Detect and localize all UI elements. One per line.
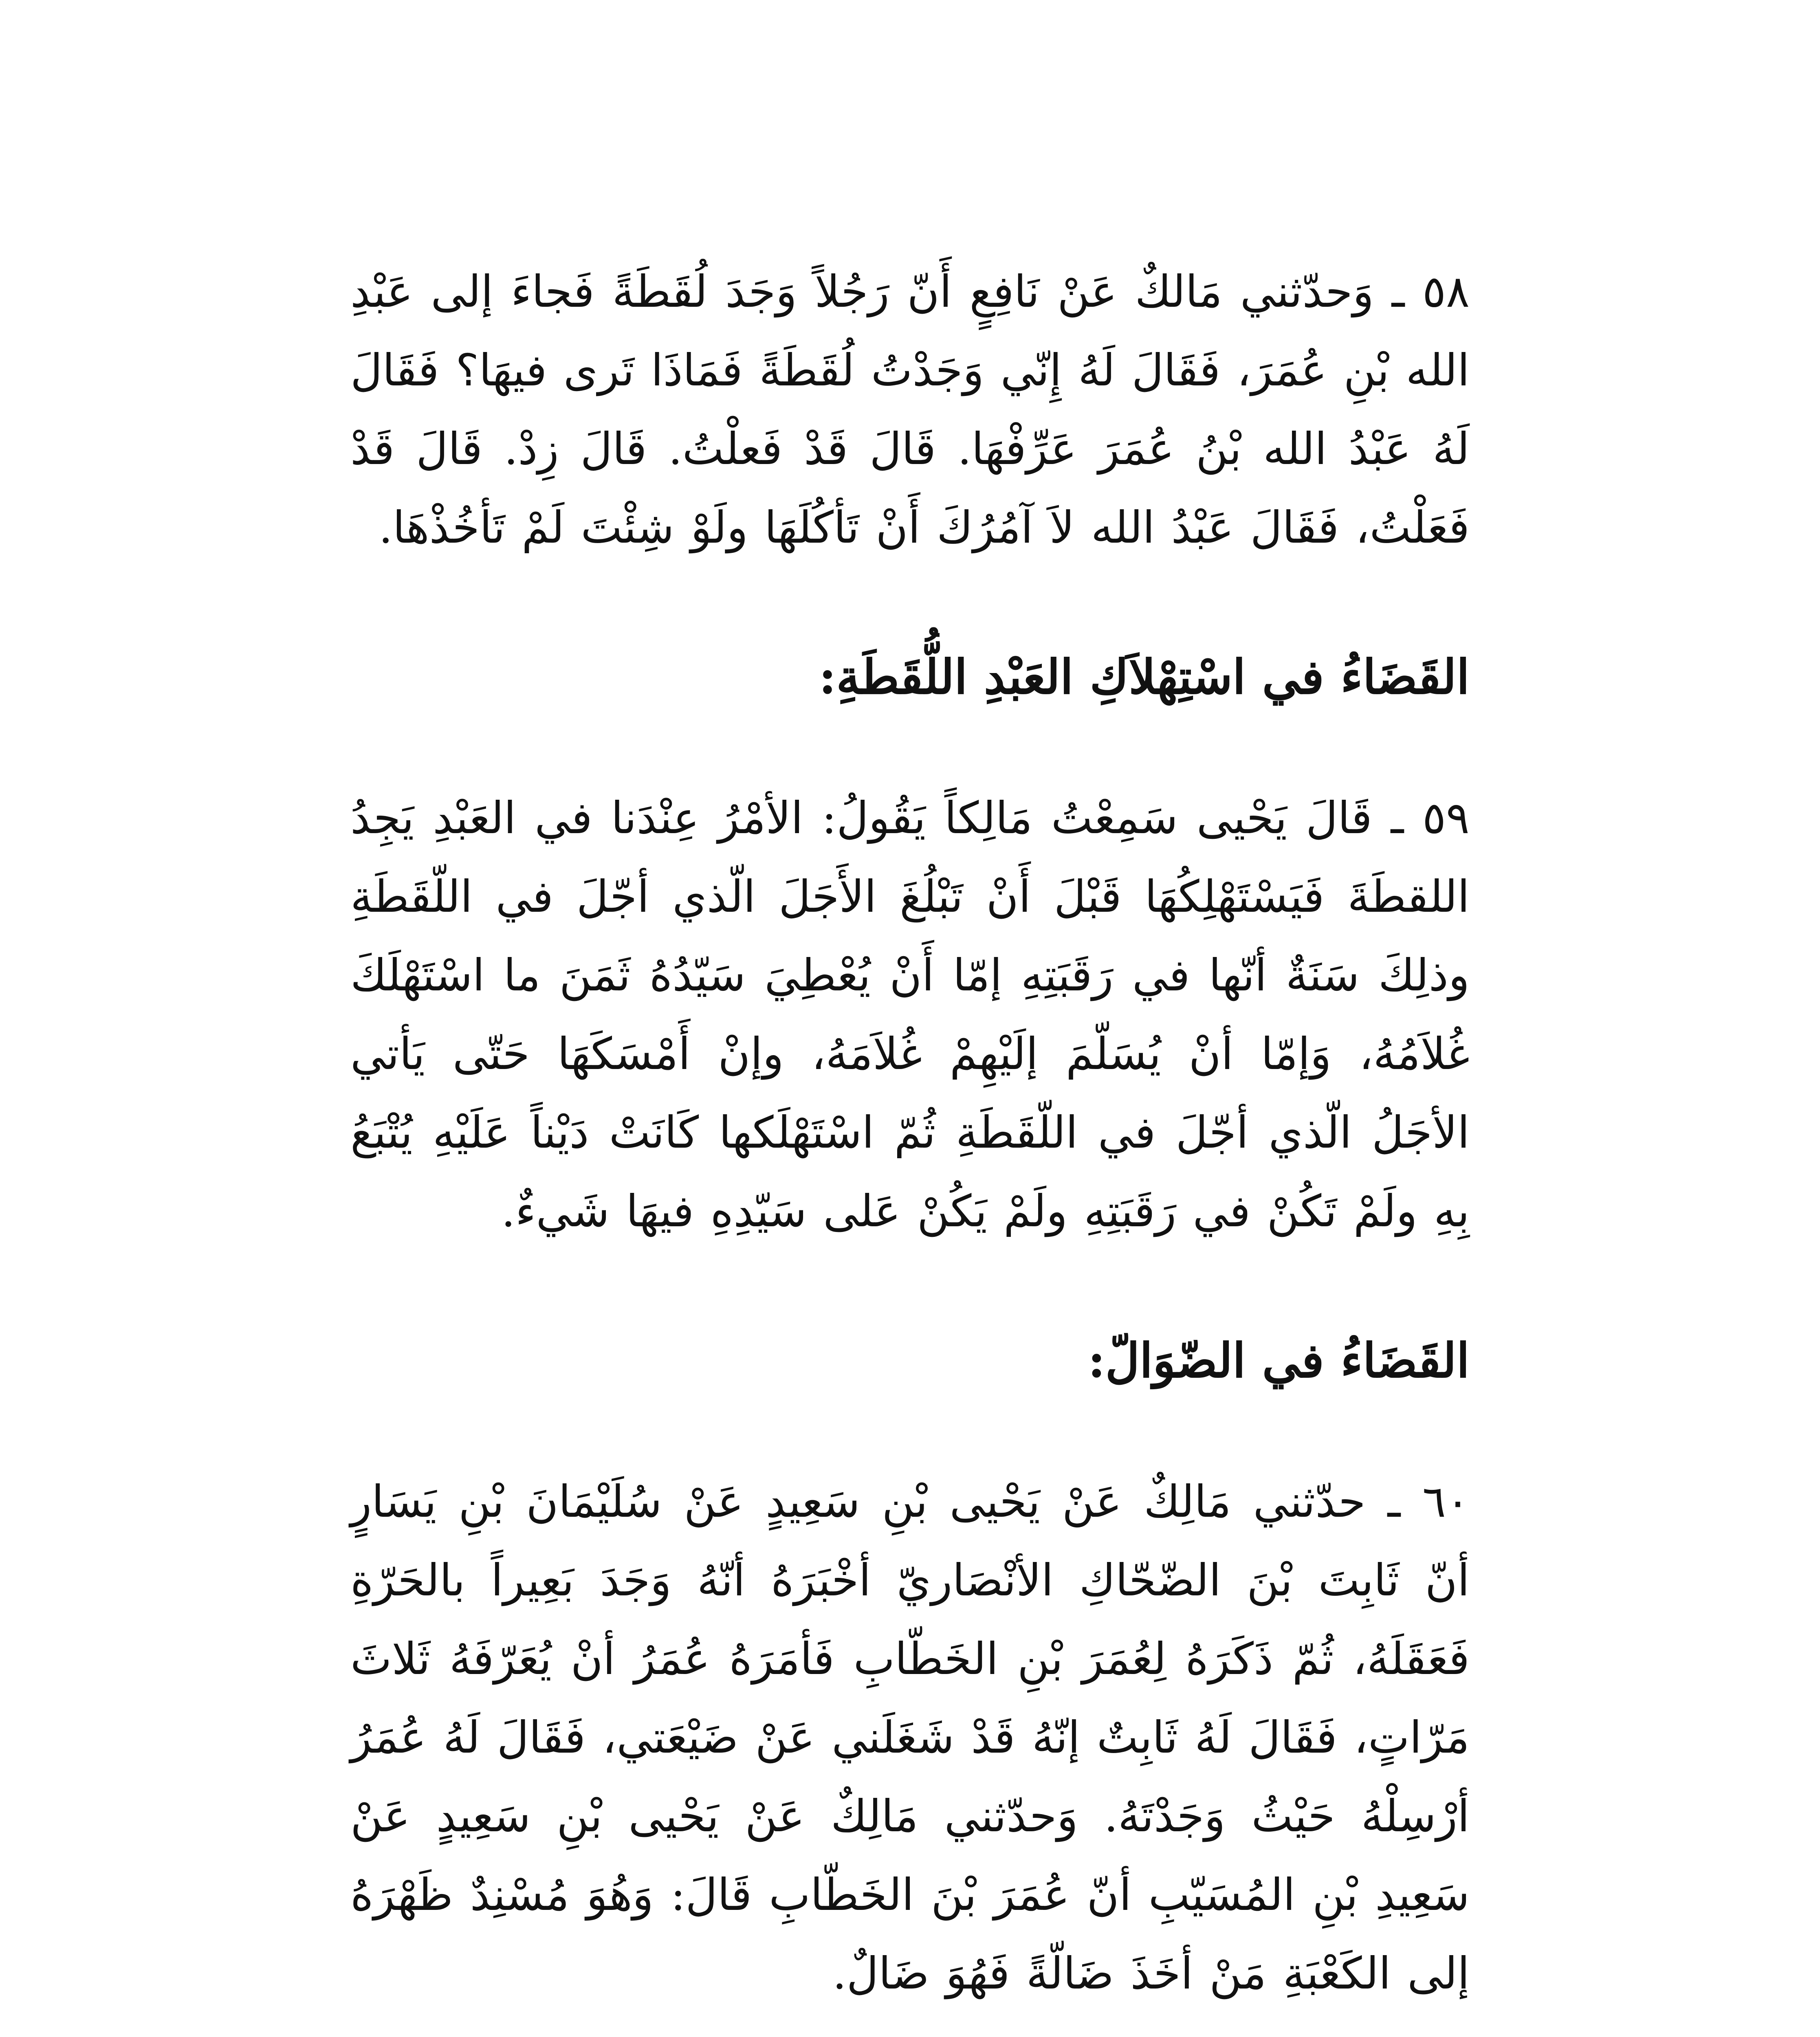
main-text bbox=[350, 253, 1470, 2037]
paragraph-60: ٦٠ ـ حدّثني مَالِكٌ عَنْ يَحْيى بْنِ سَعِيدٍ عَنْ سُلَيْمَانَ بْنِ يَسَارٍ أنّ ثَابِتَ بْنَ الضّحّاكِ الأنْصَاريّ أخْبَرَهُ أنّهُ وَجَدَ بَعِيراً بالحَرّةِ فَعَقَلَهُ، ثُمّ ذَكَرَهُ لِعُمَرَ بْنِ الخَطّابِ فَأمَرَهُ عُمَرُ أنْ يُعَرّفَهُ ثَلاثَ مَرّاتٍ، فَقَالَ لَهُ ثَابِتٌ إنّهُ قَدْ شَغَلَني عَنْ ضَيْعَتي، فَقَالَ لَهُ عُمَرُ أرْسِلْهُ حَيْثُ وَجَدْتَهُ. وَحدّثني مَالِكٌ عَنْ يَحْيى بْنِ سَعِيدٍ عَنْ سَعِيدِ بْنِ المُسَيّبِ أنّ عُمَرَ بْنَ الخَطّابِ قَالَ: وَهُوَ مُسْنِدٌ ظَهْرَهُ إلى الكَعْبَةِ مَنْ أخَذَ ضَالّةً فَهُوَ ضَالٌ. bbox=[350, 1476, 1470, 1999]
paragraph-59: ٥٩ ـ قَالَ يَحْيى سَمِعْتُ مَالِكاً يَقُولُ: الأمْرُ عِنْدَنا في العَبْدِ يَجِدُ اللقطَةَ فَيَسْتَهْلِكُهَا قَبْلَ أَنْ تَبْلُغَ الأَجَلَ الّذي أجّلَ في اللّقَطَةِ وذلِكَ سَنَةٌ أنّها في رَقَبَتِهِ إمّا أَنْ يُعْطِيَ سَيّدُهُ ثَمَنَ ما اسْتَهْلَكَ غُلاَمُهُ، وَإمّا أنْ يُسَلّمَ إلَيْهِمْ غُلاَمَهُ، وإنْ أَمْسَكَهَا حَتّى يَأتي الأجَلُ الّذي أجّلَ في اللّقَطَةِ ثُمّ اسْتَهْلَكها كَانَتْ دَيْناً عَلَيْهِ يُتْبَعُ بِهِ ولَمْ تَكُنْ في رَقَبَتِهِ ولَمْ يَكُنْ عَلى سَيّدِهِ فيهَا شَيءٌ. bbox=[350, 793, 1470, 1237]
section-heading-stray-animals: القَضَاءُ في الضّوَالّ: bbox=[1087, 1333, 1470, 1388]
section-heading-consuming-found-property: القَضَاءُ في اسْتِهْلاَكِ العَبْدِ اللُّقَطَةِ: bbox=[819, 649, 1470, 705]
paragraph-58: ٥٨ ـ وَحدّثني مَالكٌ عَنْ نَافِعٍ أَنّ رَجُلاً وَجَدَ لُقَطَةً فَجاءَ إلى عَبْدِ الله بْنِ عُمَرَ، فَقَالَ لَهُ إِنّي وَجَدْتُ لُقَطَةً فَمَاذَا تَرى فيهَا؟ فَقَالَ لَهُ عَبْدُ الله بْنُ عُمَرَ عَرِّفْهَا. قَالَ قَدْ فَعلْتُ. قَالَ زِدْ. قَالَ قَدْ فَعَلْتُ، فَقَالَ عَبْدُ الله لاَ آمُرُكَ أَنْ تَأكُلَهَا ولَوْ شِئْتَ لَمْ تَأخُذْهَا. bbox=[350, 266, 1470, 553]
